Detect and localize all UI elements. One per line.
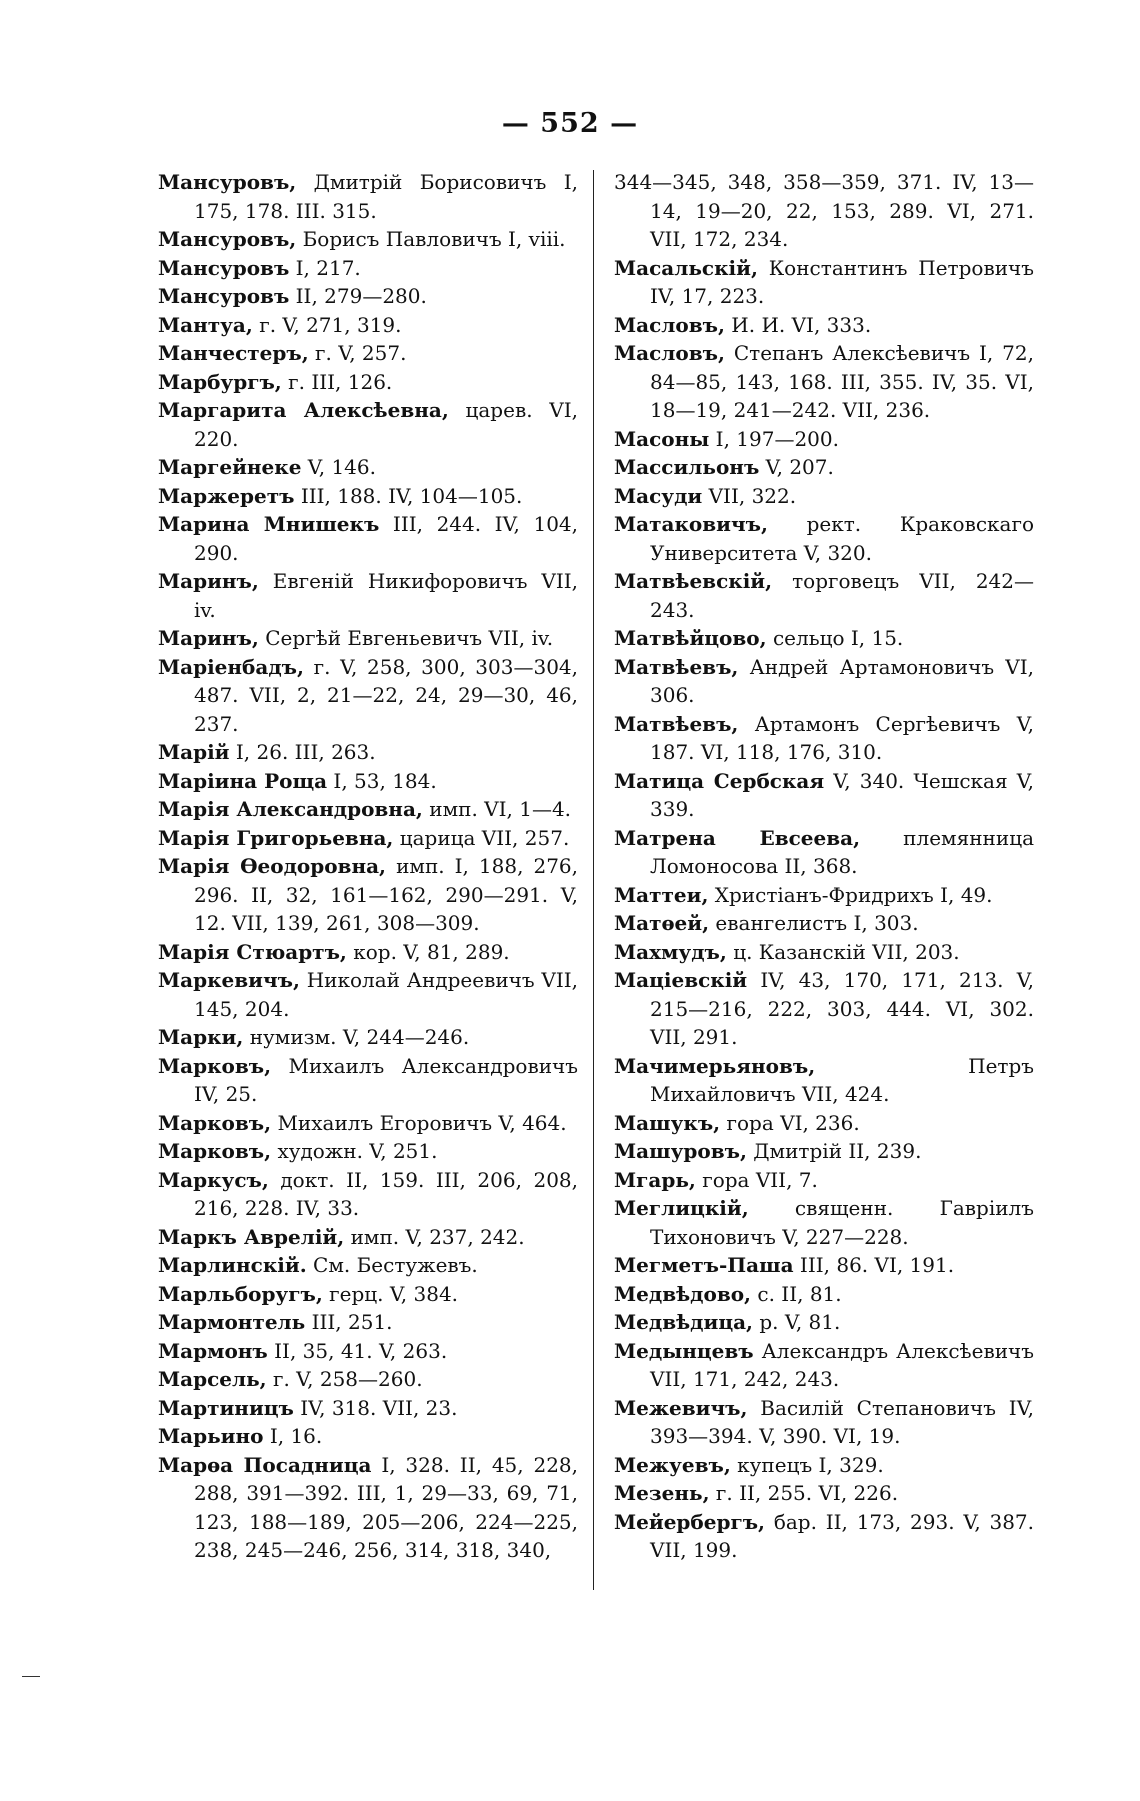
index-entry bbox=[158, 311, 578, 340]
entry-heading: Масоны bbox=[614, 426, 710, 451]
entry-heading: Матвѣевъ, bbox=[614, 711, 739, 736]
entry-heading: Мейербергъ, bbox=[614, 1509, 766, 1534]
entry-heading: Марія Григорьевна, bbox=[158, 825, 394, 850]
entry-references: Евгеній Никифоровичъ VII, iv. bbox=[194, 569, 578, 622]
entry-references: племянница Ломоносова II, 368. bbox=[650, 825, 1034, 878]
entry-heading: Медынцевъ bbox=[614, 1338, 754, 1363]
entry-references: I, 53, 184. bbox=[333, 768, 437, 793]
entry-references: V, 340. Чешская V, 339. bbox=[650, 768, 1035, 821]
entry-references: гора VII, 7. bbox=[702, 1167, 818, 1192]
entry-references: имп. VI, 1—4. bbox=[429, 797, 572, 821]
entry-heading: Матвѣевскій, bbox=[614, 569, 773, 593]
entry-heading: Масальскій, bbox=[614, 255, 758, 280]
index-entry bbox=[614, 624, 1034, 653]
index-entry bbox=[614, 1479, 1034, 1508]
entry-heading: Марія Ѳеодоровна, bbox=[158, 854, 387, 878]
index-entry bbox=[614, 510, 1034, 567]
index-entry bbox=[158, 938, 578, 967]
entry-references: III, 188. IV, 104—105. bbox=[300, 483, 523, 508]
entry-references: II, 35, 41. V, 263. bbox=[274, 1338, 448, 1363]
index-entry bbox=[158, 396, 578, 453]
entry-references: V, 207. bbox=[765, 455, 834, 479]
entry-heading: Манчестеръ, bbox=[158, 341, 309, 365]
entry-heading: Маціевскій bbox=[614, 968, 748, 992]
entry-heading: Мартиницъ bbox=[158, 1395, 294, 1420]
entry-heading: Матѳей, bbox=[614, 911, 710, 935]
entry-heading: Матрена Евсеева, bbox=[614, 825, 861, 850]
index-entry bbox=[614, 254, 1034, 311]
index-column-left bbox=[158, 168, 578, 1565]
index-entry bbox=[614, 1137, 1034, 1166]
index-entry bbox=[158, 824, 578, 853]
entry-references: художн. V, 251. bbox=[277, 1139, 438, 1163]
index-entry bbox=[614, 881, 1034, 910]
entry-heading: Маріенбадъ, bbox=[158, 654, 304, 679]
entry-references: царица VII, 257. bbox=[399, 825, 570, 850]
entry-heading: Матаковичъ, bbox=[614, 512, 768, 536]
index-entry bbox=[614, 482, 1034, 511]
index-entry bbox=[158, 624, 578, 653]
index-entry bbox=[614, 824, 1034, 881]
index-entry bbox=[158, 1166, 578, 1223]
entry-heading: Маринъ, bbox=[158, 569, 259, 593]
entry-heading: Мегметъ-Паша bbox=[614, 1253, 794, 1277]
entry-references: царев. VI, 220. bbox=[194, 398, 578, 451]
entry-references: имп. I, 188, 276, 296. II, 32, 161—162, 290—291. V, 12. VII, 139, 261, 308—309. bbox=[194, 854, 579, 935]
entry-references: ц. Казанскій VII, 203. bbox=[733, 939, 960, 964]
index-entry bbox=[614, 938, 1034, 967]
entry-heading: Матица Сербская bbox=[614, 768, 825, 793]
entry-heading: Мачимерьяновъ, bbox=[614, 1053, 816, 1078]
entry-references: евангелистъ I, 303. bbox=[715, 911, 919, 935]
index-entry bbox=[614, 1052, 1034, 1109]
entry-heading: Марковъ, bbox=[158, 1110, 272, 1135]
index-entry bbox=[158, 1394, 578, 1423]
index-entry bbox=[614, 1251, 1034, 1280]
entry-references: бар. II, 173, 293. V, 387. VII, 199. bbox=[650, 1509, 1035, 1562]
index-entry bbox=[158, 966, 578, 1023]
entry-references: V, 146. bbox=[307, 455, 376, 479]
entry-references: I, 328. II, 45, 228, 288, 391—392. III, 1, 29—33, 69, 71, 123, 188—189, 205—206, 224—225, 238, 245—246, 256, 314, 318, 340, bbox=[194, 1452, 579, 1562]
entry-heading: Марій bbox=[158, 740, 230, 764]
entry-heading: Маржеретъ bbox=[158, 483, 295, 508]
entry-heading: Мгарь, bbox=[614, 1167, 696, 1192]
entry-references: III, 86. VI, 191. bbox=[799, 1253, 955, 1277]
index-entry bbox=[158, 1308, 578, 1337]
index-entry bbox=[158, 254, 578, 283]
entry-heading: Масловъ, bbox=[614, 312, 725, 337]
entry-references: Михаилъ Егоровичъ V, 464. bbox=[277, 1110, 567, 1135]
index-entry bbox=[614, 653, 1034, 710]
entry-references: нумизм. V, 244—246. bbox=[249, 1025, 470, 1049]
entry-references: Николай Андреевичъ VII, 145, 204. bbox=[194, 968, 578, 1021]
entry-references: Дмитрій II, 239. bbox=[753, 1139, 922, 1163]
index-entry bbox=[614, 1166, 1034, 1195]
index-entry bbox=[614, 311, 1034, 340]
entry-references: г. V, 258, 300, 303—304, 487. VII, 2, 21—22, 24, 29—30, 46, 237. bbox=[194, 654, 578, 736]
index-entry bbox=[158, 1451, 578, 1565]
index-entry bbox=[614, 1194, 1034, 1251]
entry-references: Сергѣй Евгеньевичъ VII, iv. bbox=[265, 626, 554, 650]
entry-heading: Марѳа Посадница bbox=[158, 1452, 372, 1477]
entry-heading: Маркъ Аврелій, bbox=[158, 1224, 345, 1249]
index-entry bbox=[158, 1280, 578, 1309]
entry-references: III, 244. IV, 104, 290. bbox=[194, 512, 579, 565]
entry-references: г. II, 255. VI, 226. bbox=[715, 1481, 899, 1505]
entry-heading: Маркусъ, bbox=[158, 1167, 269, 1192]
index-entry bbox=[158, 282, 578, 311]
entry-references: См. Бестужевъ. bbox=[313, 1253, 478, 1277]
entry-references: торговецъ VII, 242—243. bbox=[650, 569, 1035, 622]
entry-heading: Марки, bbox=[158, 1025, 244, 1049]
entry-heading: Марльборугъ, bbox=[158, 1281, 323, 1306]
entry-heading: Мантуа, bbox=[158, 312, 253, 337]
entry-heading: Масуди bbox=[614, 483, 703, 508]
entry-heading: Межевичъ, bbox=[614, 1395, 748, 1420]
index-entry bbox=[614, 1337, 1034, 1394]
entry-heading: Медвѣдово, bbox=[614, 1281, 752, 1306]
index-entry bbox=[614, 909, 1034, 938]
entry-heading: Махмудъ, bbox=[614, 939, 727, 964]
index-entry bbox=[614, 339, 1034, 425]
index-entry bbox=[158, 738, 578, 767]
entry-heading: Маринъ, bbox=[158, 626, 259, 650]
index-entry bbox=[614, 168, 1034, 254]
index-entry bbox=[614, 453, 1034, 482]
index-entry bbox=[158, 1109, 578, 1138]
index-entry bbox=[158, 1023, 578, 1052]
entry-references: Борисъ Павловичъ I, viii. bbox=[302, 227, 566, 251]
index-entry bbox=[614, 1508, 1034, 1565]
entry-references: Андрей Артамоновичъ VI, 306. bbox=[650, 654, 1035, 707]
entry-heading: Марлинскій. bbox=[158, 1253, 307, 1277]
index-entry bbox=[158, 653, 578, 739]
entry-references: г. V, 271, 319. bbox=[259, 312, 402, 337]
index-entry bbox=[614, 1308, 1034, 1337]
entry-references: Константинъ Петровичъ IV, 17, 223. bbox=[650, 255, 1034, 308]
entry-heading: Машукъ, bbox=[614, 1110, 721, 1135]
entry-references: IV, 318. VII, 23. bbox=[300, 1395, 458, 1420]
entry-references: Петръ Михайловичъ VII, 424. bbox=[650, 1053, 1034, 1106]
entry-heading: Маргейнеке bbox=[158, 455, 302, 479]
index-entry bbox=[158, 767, 578, 796]
entry-references: г. V, 258—260. bbox=[272, 1367, 423, 1391]
index-entry bbox=[158, 567, 578, 624]
entry-heading: Массильонъ bbox=[614, 455, 760, 479]
index-entry bbox=[158, 795, 578, 824]
entry-heading: Мансуровъ bbox=[158, 255, 290, 280]
entry-heading: Матвѣйцово, bbox=[614, 626, 767, 650]
entry-references: священн. Гавріилъ Тихоновичъ V, 227—228. bbox=[650, 1196, 1034, 1249]
entry-references: Дмитрій Борисовичъ I, 175, 178. III. 315. bbox=[194, 170, 578, 223]
entry-references: г. III, 126. bbox=[288, 369, 393, 394]
entry-references: III, 251. bbox=[311, 1310, 393, 1334]
entry-heading: Маргарита Алексѣевна, bbox=[158, 398, 449, 422]
index-entry bbox=[158, 852, 578, 938]
index-entry bbox=[158, 1223, 578, 1252]
entry-heading: Мансуровъ, bbox=[158, 227, 297, 251]
entry-heading: Межуевъ, bbox=[614, 1452, 731, 1477]
index-entry bbox=[614, 1109, 1034, 1138]
entry-references: рект. Краковскаго Университета V, 320. bbox=[650, 512, 1034, 565]
entry-references: кор. V, 81, 289. bbox=[353, 939, 510, 964]
index-entry bbox=[158, 1052, 578, 1109]
entry-heading: Марковъ, bbox=[158, 1053, 272, 1078]
entry-heading: Мезень, bbox=[614, 1481, 710, 1505]
index-entry bbox=[614, 567, 1034, 624]
entry-heading: Мансуровъ bbox=[158, 284, 290, 308]
entry-references: IV, 43, 170, 171, 213. V, 215—216, 222, 303, 444. VI, 302. VII, 291. bbox=[650, 968, 1034, 1049]
entry-references: Василій Степановичъ IV, 393—394. V, 390. VI, 19. bbox=[650, 1395, 1034, 1448]
entry-references: имп. V, 237, 242. bbox=[350, 1224, 525, 1249]
entry-references: VII, 322. bbox=[708, 483, 797, 508]
entry-references: I, 217. bbox=[295, 255, 361, 280]
entry-references: I, 16. bbox=[269, 1424, 323, 1448]
entry-heading: Марсель, bbox=[158, 1367, 267, 1391]
entry-references: купецъ I, 329. bbox=[737, 1452, 884, 1477]
index-entry bbox=[158, 510, 578, 567]
index-entry bbox=[158, 168, 578, 225]
index-entry bbox=[614, 425, 1034, 454]
entry-heading: Масловъ, bbox=[614, 341, 725, 365]
entry-references: р. V, 81. bbox=[759, 1310, 841, 1334]
entry-heading: Матвѣевъ, bbox=[614, 654, 739, 679]
entry-references: Александръ Алексѣевичъ VII, 171, 242, 243. bbox=[650, 1338, 1034, 1391]
entry-heading: Машуровъ, bbox=[614, 1139, 747, 1163]
entry-heading: Марина Мнишекъ bbox=[158, 512, 380, 536]
entry-heading: Маттеи, bbox=[614, 882, 709, 907]
entry-references: гора VI, 236. bbox=[726, 1110, 860, 1135]
entry-heading: Марбургъ, bbox=[158, 369, 282, 394]
index-entry bbox=[158, 1251, 578, 1280]
entry-heading: Мармонтель bbox=[158, 1310, 306, 1334]
entry-references: сельцо I, 15. bbox=[772, 626, 904, 650]
index-entry bbox=[614, 1394, 1034, 1451]
entry-references: И. И. VI, 333. bbox=[731, 312, 872, 337]
entry-heading: Меглицкій, bbox=[614, 1196, 749, 1220]
page-number: — 552 — bbox=[501, 108, 639, 139]
index-entry bbox=[158, 453, 578, 482]
index-entry bbox=[158, 1337, 578, 1366]
entry-heading: Марія Александровна, bbox=[158, 797, 423, 821]
column-divider bbox=[593, 170, 594, 1590]
entry-references: Артамонъ Сергѣевичъ V, 187. VI, 118, 176, 310. bbox=[650, 711, 1034, 764]
entry-heading: Мансуровъ, bbox=[158, 170, 297, 194]
entry-references: Михаилъ Александровичъ IV, 25. bbox=[194, 1053, 578, 1106]
entry-references: I, 26. III, 263. bbox=[235, 740, 376, 764]
entry-references: докт. II, 159. III, 206, 208, 216, 228. IV, 33. bbox=[194, 1167, 579, 1220]
entry-heading: Марьино bbox=[158, 1424, 264, 1448]
entry-heading: Марія Стюартъ, bbox=[158, 939, 347, 964]
entry-heading: Медвѣдица, bbox=[614, 1310, 754, 1334]
entry-references: I, 197—200. bbox=[715, 426, 839, 451]
index-column-right bbox=[614, 168, 1034, 1565]
entry-heading: Маркевичъ, bbox=[158, 968, 300, 992]
index-entry bbox=[158, 1137, 578, 1166]
entry-heading: Мармонъ bbox=[158, 1338, 268, 1363]
index-entry bbox=[158, 368, 578, 397]
entry-references: II, 279—280. bbox=[295, 284, 427, 308]
margin-mark bbox=[22, 1676, 40, 1677]
index-entry bbox=[158, 482, 578, 511]
index-entry bbox=[158, 225, 578, 254]
index-entry bbox=[614, 966, 1034, 1052]
entry-references: с. II, 81. bbox=[757, 1281, 842, 1306]
entry-references: Степанъ Алексѣевичъ I, 72, 84—85, 143, 168. III, 355. IV, 35. VI, 18—19, 241—242. VII, 236. bbox=[650, 341, 1034, 422]
index-entry bbox=[158, 1365, 578, 1394]
entry-references: Христіанъ-Фридрихъ I, 49. bbox=[714, 882, 993, 907]
index-entry bbox=[158, 1422, 578, 1451]
entry-references: г. V, 257. bbox=[315, 341, 407, 365]
index-entry bbox=[614, 1451, 1034, 1480]
index-entry bbox=[158, 339, 578, 368]
index-entry bbox=[614, 1280, 1034, 1309]
entry-references: 344—345, 348, 358—359, 371. IV, 13—14, 19—20, 22, 153, 289. VI, 271. VII, 172, 234. bbox=[614, 170, 1034, 251]
entry-references: герц. V, 384. bbox=[329, 1281, 459, 1306]
index-entry bbox=[614, 710, 1034, 767]
index-entry bbox=[614, 767, 1034, 824]
entry-heading: Марковъ, bbox=[158, 1139, 272, 1163]
entry-heading: Маріина Роща bbox=[158, 768, 328, 793]
